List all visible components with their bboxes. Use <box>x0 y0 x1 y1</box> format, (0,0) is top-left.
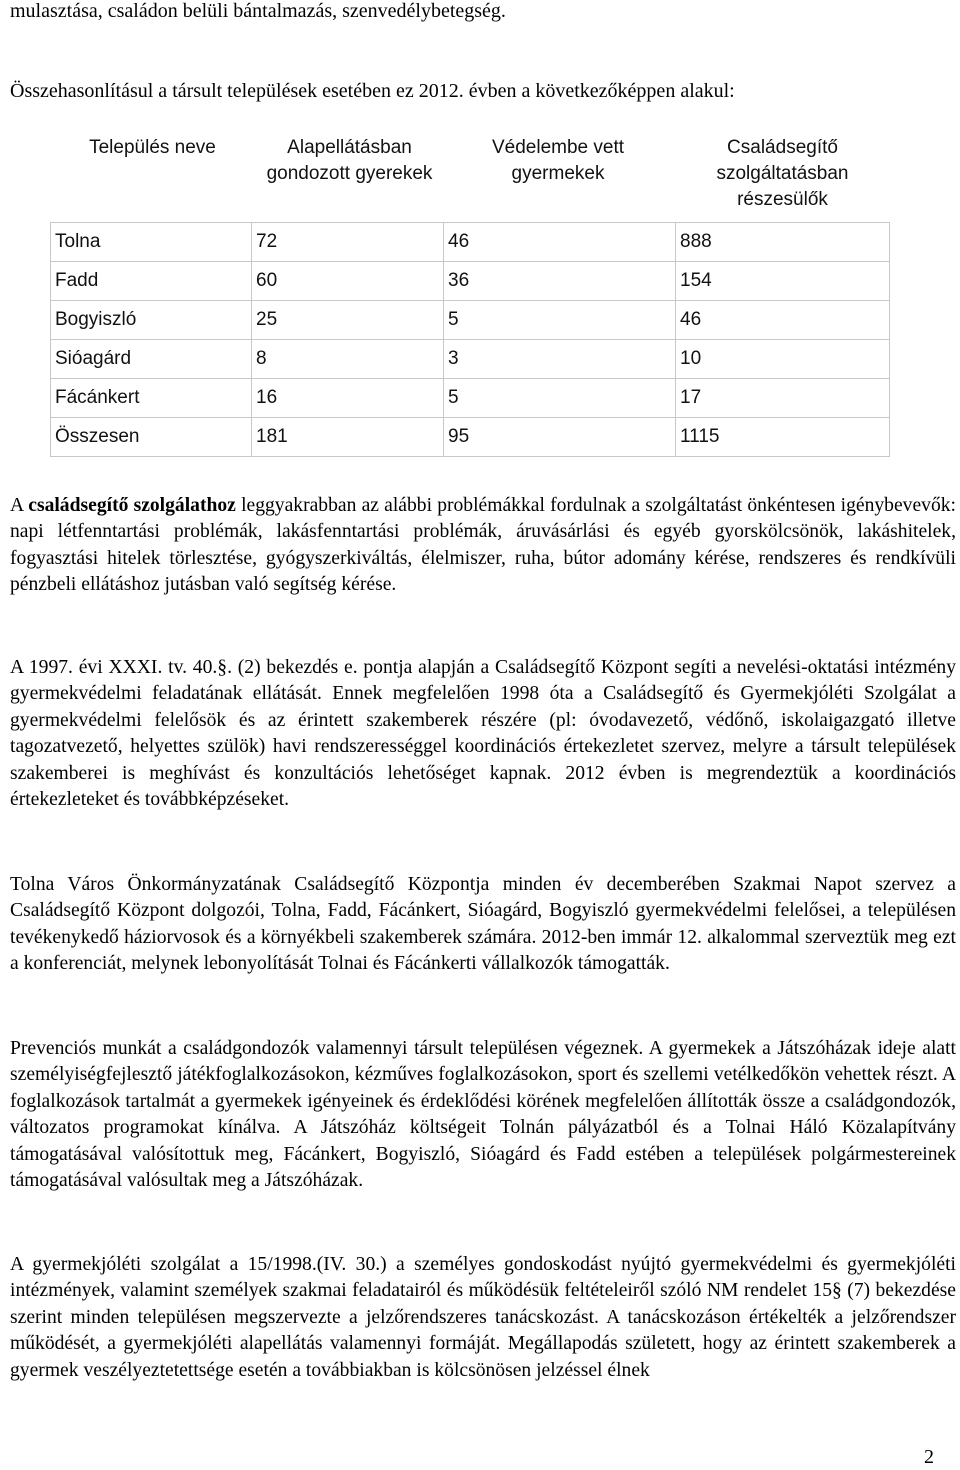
cell-primary-care: 72 <box>252 223 444 262</box>
table-row <box>51 340 890 379</box>
cell-family-support: 46 <box>676 301 890 340</box>
cell-settlement: Összesen <box>51 418 252 457</box>
cell-protected: 5 <box>444 379 676 418</box>
paragraph-professional-day: Tolna Város Önkormányzatának Családsegítő Központja minden év decemberében Szakmai Napot szervez a Családsegítő Központ dolgozói, Tolna, Fadd, Fácánkert, Sióagárd, Bogyiszló gyermekvédelmi felelősei, a településen tevékenykedő háziorvosok és a környékbeli szakemberek számára. 2012-ben immár 12. alkalommal szerveztük meg ezt a konferenciát, melynek lebonyolítását Tolnai és Fácánkerti vállalkozók támogatták. <box>10 874 956 975</box>
cell-protected: 36 <box>444 262 676 301</box>
cell-family-support: 154 <box>676 262 890 301</box>
cell-family-support: 10 <box>676 340 890 379</box>
cell-primary-care: 8 <box>252 340 444 379</box>
cell-primary-care: 181 <box>252 418 444 457</box>
table-header-family-support: Családsegítő szolgáltatásban részesülők <box>716 137 849 210</box>
paragraph-prevention: Prevenciós munkát a családgondozók valamennyi társult településen végeznek. A gyermekek a Játszóházak ideje alatt személyiségfejlesztő játékfoglalkozásokon, kézműves foglalkozásokon, sport és szellemi vetélkedőkön vehettek részt. A foglalkozások tartalmát a gyermekek igényeinek és érdeklődési körének megfelelően állították össze a családgondozók, változatos programokat kínálva. A Játszóház költségeit Tolnán pályázatból és a Tolnai Háló Közalapítvány támogatásával valósítottuk meg, Fácánkert, Bogyiszló, Sióagárd és Fadd estében a települések polgármestereinek támogatásával valósultak meg a Játszóházak. <box>10 1038 956 1192</box>
cell-settlement: Fadd <box>51 262 252 301</box>
cell-family-support: 17 <box>676 379 890 418</box>
cell-primary-care: 25 <box>252 301 444 340</box>
paragraph-law: A 1997. évi XXXI. tv. 40.§. (2) bekezdés e. pontja alapján a Családsegítő Központ segíti a nevelési-oktatási intézmény gyermekvédelmi feladatának ellátását. Ennek megfelelően 1998 óta a Családsegítő és Gyermekjóléti Szolgálat a gyermekvédelmi felelősök és az érintett szakemberek részére (pl: óvodavezető, védőnő, iskolaigazgató illetve tagozatvezető, helyettes szülök) havi rendszerességgel koordinációs értekezletet szervez, melyre a társult települések szakemberei is meghívást és konzultációs lehetőséget kapnak. 2012 évben is megrendeztük a koordinációs értekezleteket és továbbképzéseket. <box>10 657 956 811</box>
paragraph-signal-system: A gyermekjóléti szolgálat a 15/1998.(IV. 30.) a személyes gondoskodást nyújtó gyermekvédelmi és gyermekjóléti intézmények, valamint személyek szakmai feladatairól és működésük feltételeiről szóló NM rendelet 15§ (7) bekezdése szerint minden településen megszervezte a jelzőrendszeres tanácskozást. A tanácskozáson értékelték a jelzőrendszer működését, a gyermekjóléti alapellátás valamennyi formáját. Megállapodás született, hogy az érintett szakemberek a gyermek veszélyeztetettsége esetén a továbbiakban is kölcsönösen jelzéssel élnek <box>10 1254 956 1381</box>
cell-protected: 46 <box>444 223 676 262</box>
cell-settlement: Fácánkert <box>51 379 252 418</box>
cell-family-support: 1115 <box>676 418 890 457</box>
cell-settlement: Sióagárd <box>51 340 252 379</box>
cell-protected: 3 <box>444 340 676 379</box>
page-number: 2 <box>924 1446 934 1468</box>
cell-primary-care: 16 <box>252 379 444 418</box>
table-row <box>51 223 890 262</box>
cell-settlement: Bogyiszló <box>51 301 252 340</box>
table-header-settlement: Település neve <box>89 137 216 158</box>
intro-line: mulasztása, családon belüli bántalmazás, szenvedélybetegség. <box>10 0 506 22</box>
cell-primary-care: 60 <box>252 262 444 301</box>
paragraph-problems <box>10 493 956 599</box>
table-row <box>51 379 890 418</box>
cell-protected: 5 <box>444 301 676 340</box>
cell-family-support: 888 <box>676 223 890 262</box>
settlement-table <box>50 222 890 457</box>
table-row <box>51 262 890 301</box>
paragraph-problems-prefix: A <box>10 495 29 516</box>
table-row <box>51 301 890 340</box>
paragraph-problems-bold: családsegítő szolgálathoz <box>28 495 236 516</box>
cell-settlement: Tolna <box>51 223 252 262</box>
table-row <box>51 418 890 457</box>
table-header-primary-care: Alapellátásban gondozott gyerekek <box>266 137 433 184</box>
cell-protected: 95 <box>444 418 676 457</box>
comparison-heading: Összehasonlításul a társult települések esetében ez 2012. évben a következőképpen alakul: <box>10 80 735 102</box>
paragraph-problems-rest: leggyakrabban az alábbi problémákkal fordulnak a szolgáltatást önkéntesen igénybevevők: napi létfenntartási problémák, lakásfenntartási problémák, áruvásárlási és egyéb gyorskölcsönök, lakáshitelek, fogyasztási hitelek törlesztése, gyógyszerkiváltás, élelmiszer, ruha, bútor adomány kérése, rendszeres és rendkívüli pénzbeli ellátáshoz jutásban való segítség kérése. <box>10 495 957 596</box>
table-header-protected-children: Védelembe vett gyermekek <box>491 137 625 184</box>
